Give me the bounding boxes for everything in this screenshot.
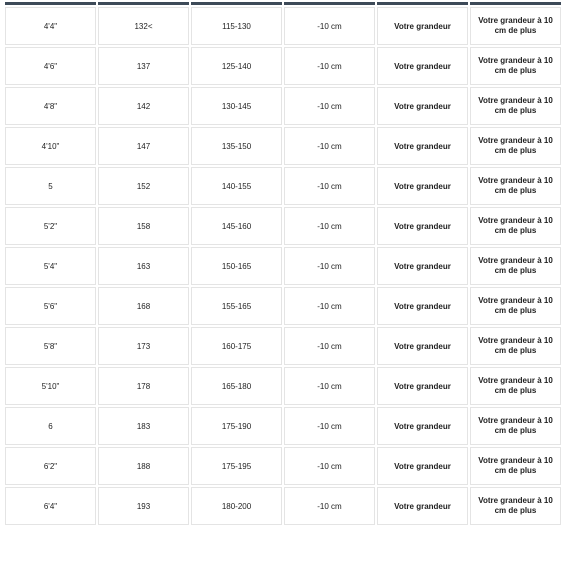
fit-plus-cell: Votre grandeur à 10 cm de plus <box>470 7 561 45</box>
height-feet-cell: 5'10" <box>5 367 96 405</box>
size-range-cell: 155-165 <box>191 287 282 325</box>
adjustment-cell: -10 cm <box>284 207 375 245</box>
fit-plus-cell: Votre grandeur à 10 cm de plus <box>470 87 561 125</box>
height-cm-cell: 137 <box>98 47 189 85</box>
adjustment-cell: -10 cm <box>284 87 375 125</box>
height-feet-cell: 5'6" <box>5 287 96 325</box>
fit-cell: Votre grandeur <box>377 367 468 405</box>
fit-plus-cell: Votre grandeur à 10 cm de plus <box>470 47 561 85</box>
adjustment-cell: -10 cm <box>284 167 375 205</box>
height-cm-cell: 163 <box>98 247 189 285</box>
fit-cell: Votre grandeur <box>377 247 468 285</box>
header-cell <box>377 2 468 5</box>
height-feet-cell: 4'8" <box>5 87 96 125</box>
height-cm-cell: 168 <box>98 287 189 325</box>
size-range-cell: 175-195 <box>191 447 282 485</box>
header-cell <box>5 2 96 5</box>
fit-cell: Votre grandeur <box>377 87 468 125</box>
fit-cell: Votre grandeur <box>377 487 468 525</box>
height-cm-cell: 173 <box>98 327 189 365</box>
table-row <box>5 447 561 485</box>
fit-plus-cell: Votre grandeur à 10 cm de plus <box>470 407 561 445</box>
height-cm-cell: 132< <box>98 7 189 45</box>
adjustment-cell: -10 cm <box>284 327 375 365</box>
height-feet-cell: 6'2" <box>5 447 96 485</box>
adjustment-cell: -10 cm <box>284 247 375 285</box>
height-feet-cell: 4'10" <box>5 127 96 165</box>
height-cm-cell: 152 <box>98 167 189 205</box>
size-range-cell: 150-165 <box>191 247 282 285</box>
height-cm-cell: 142 <box>98 87 189 125</box>
height-feet-cell: 4'6" <box>5 47 96 85</box>
table-row <box>5 167 561 205</box>
header-cell <box>284 2 375 5</box>
size-range-cell: 125-140 <box>191 47 282 85</box>
table-row <box>5 47 561 85</box>
height-feet-cell: 6 <box>5 407 96 445</box>
fit-plus-cell: Votre grandeur à 10 cm de plus <box>470 207 561 245</box>
height-cm-cell: 147 <box>98 127 189 165</box>
table-row <box>5 87 561 125</box>
size-range-cell: 160-175 <box>191 327 282 365</box>
fit-plus-cell: Votre grandeur à 10 cm de plus <box>470 367 561 405</box>
header-strip <box>5 2 561 5</box>
size-range-cell: 145-160 <box>191 207 282 245</box>
height-cm-cell: 188 <box>98 447 189 485</box>
adjustment-cell: -10 cm <box>284 407 375 445</box>
adjustment-cell: -10 cm <box>284 447 375 485</box>
table-row <box>5 327 561 365</box>
fit-cell: Votre grandeur <box>377 127 468 165</box>
size-range-cell: 175-190 <box>191 407 282 445</box>
fit-plus-cell: Votre grandeur à 10 cm de plus <box>470 167 561 205</box>
fit-plus-cell: Votre grandeur à 10 cm de plus <box>470 327 561 365</box>
table-row <box>5 127 561 165</box>
fit-plus-cell: Votre grandeur à 10 cm de plus <box>470 287 561 325</box>
fit-plus-cell: Votre grandeur à 10 cm de plus <box>470 487 561 525</box>
header-cell <box>470 2 561 5</box>
adjustment-cell: -10 cm <box>284 367 375 405</box>
size-range-cell: 130-145 <box>191 87 282 125</box>
table-row <box>5 407 561 445</box>
height-cm-cell: 158 <box>98 207 189 245</box>
size-range-cell: 140-155 <box>191 167 282 205</box>
height-feet-cell: 4'4" <box>5 7 96 45</box>
fit-cell: Votre grandeur <box>377 447 468 485</box>
adjustment-cell: -10 cm <box>284 47 375 85</box>
header-cell <box>98 2 189 5</box>
adjustment-cell: -10 cm <box>284 487 375 525</box>
height-feet-cell: 6'4" <box>5 487 96 525</box>
height-feet-cell: 5'8" <box>5 327 96 365</box>
table-row <box>5 247 561 285</box>
fit-cell: Votre grandeur <box>377 47 468 85</box>
table-row <box>5 287 561 325</box>
fit-cell: Votre grandeur <box>377 167 468 205</box>
size-chart-body <box>5 2 561 525</box>
size-range-cell: 135-150 <box>191 127 282 165</box>
height-feet-cell: 5'2" <box>5 207 96 245</box>
height-feet-cell: 5 <box>5 167 96 205</box>
fit-cell: Votre grandeur <box>377 287 468 325</box>
fit-plus-cell: Votre grandeur à 10 cm de plus <box>470 127 561 165</box>
fit-cell: Votre grandeur <box>377 407 468 445</box>
table-row <box>5 367 561 405</box>
fit-cell: Votre grandeur <box>377 327 468 365</box>
header-cell <box>191 2 282 5</box>
adjustment-cell: -10 cm <box>284 7 375 45</box>
size-range-cell: 165-180 <box>191 367 282 405</box>
adjustment-cell: -10 cm <box>284 287 375 325</box>
fit-cell: Votre grandeur <box>377 7 468 45</box>
height-cm-cell: 183 <box>98 407 189 445</box>
fit-plus-cell: Votre grandeur à 10 cm de plus <box>470 447 561 485</box>
table-row <box>5 487 561 525</box>
table-row <box>5 7 561 45</box>
size-range-cell: 180-200 <box>191 487 282 525</box>
size-range-cell: 115-130 <box>191 7 282 45</box>
fit-plus-cell: Votre grandeur à 10 cm de plus <box>470 247 561 285</box>
height-feet-cell: 5'4" <box>5 247 96 285</box>
height-cm-cell: 178 <box>98 367 189 405</box>
table-row <box>5 207 561 245</box>
height-cm-cell: 193 <box>98 487 189 525</box>
adjustment-cell: -10 cm <box>284 127 375 165</box>
size-chart-table <box>3 0 563 527</box>
fit-cell: Votre grandeur <box>377 207 468 245</box>
